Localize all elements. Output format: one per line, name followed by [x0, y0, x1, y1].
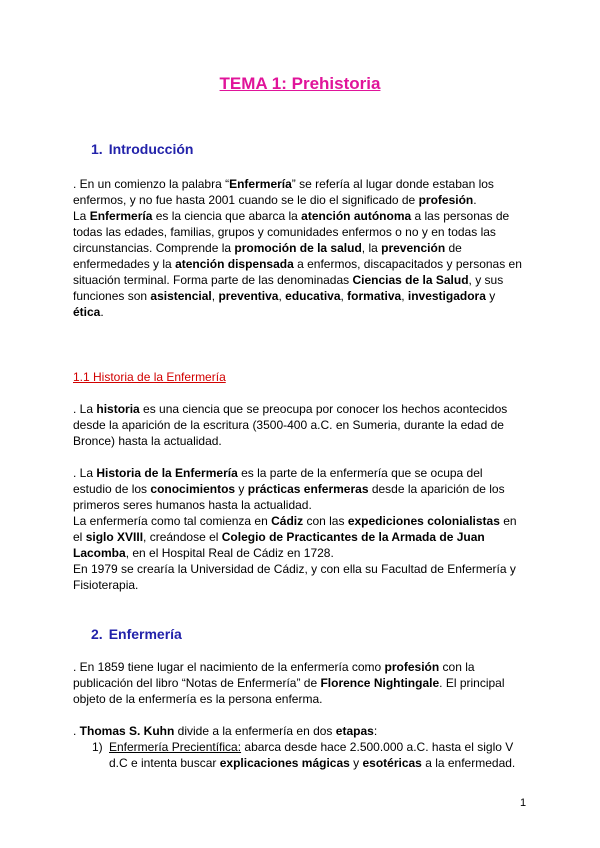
list-item: 1) Enfermería Precientífica: abarca desde hace 2.500.000 a.C. hasta el siglo V d.C e intenta buscar explicaciones mágicas y esotéricas a la enfermedad.	[92, 740, 516, 770]
historia-enfermeria-paragraph: . La Historia de la Enfermería es la parte de la enfermería que se ocupa del estudio de los conocimientos y prácticas enfermeras desde la aparición de los primeros seres humanos hasta la actualidad. La enfermería como tal comienza en Cádiz con las expediciones colonialistas en el siglo XVIII, creándose el Colegio de Practicantes de la Armada de Juan Lacomba, en el Hospital Real de Cádiz en 1728. En 1979 se crearía la Universidad de Cádiz, y con ella su Facultad de Enfermería y Fisioterapia.	[73, 466, 517, 592]
page-number: 1	[520, 797, 527, 809]
intro-paragraph: . En un comienzo la palabra “Enfermería” se refería al lugar donde estaban los enfermos, y no fue hasta 2001 cuando se le dio el significado de profesión. La Enfermería es la ciencia que abarca la atención autónoma a las personas de todas las edades, familias, grupos y comunidades enfermos o no y en todas las circunstancias. Comprende la promoción de la salud, la prevención de enfermedades y la atención dispensada a enfermos, discapacitados y personas en situación terminal. Forma parte de las denominadas Ciencias de la Salud, y sus funciones son asistencial, preventiva, educativa, formativa, investigadora y ética.	[73, 177, 522, 319]
enfermeria-paragraph: . En 1859 tiene lugar el nacimiento de la enfermería como profesión con la publicación del libro “Notas de Enfermería” de Florence Nightingale. El principal objeto de la enfermería es la persona enferma.	[73, 660, 505, 706]
section-title: Introducción	[108, 141, 194, 157]
section-number: 2.	[91, 626, 103, 642]
list-term: Enfermería Precientífica:	[109, 740, 242, 754]
list-number: 1)	[92, 740, 103, 754]
section-heading-introduccion	[91, 141, 193, 157]
subsection-heading-historia: 1.1 Historia de la Enfermería	[73, 370, 226, 384]
section-title: Enfermería	[108, 626, 182, 642]
kuhn-paragraph: . Thomas S. Kuhn divide a la enfermería en dos etapas:	[73, 724, 378, 738]
section-heading-enfermeria	[91, 626, 182, 642]
historia-paragraph: . La historia es una ciencia que se preocupa por conocer los hechos acontecidos desde la aparición de la escritura (3500-400 a.C. en Sumeria, durante la edad de Bronce) hasta la actualidad.	[73, 402, 508, 448]
document-title: TEMA 1: Prehistoria	[219, 74, 381, 93]
section-number: 1.	[91, 141, 103, 157]
